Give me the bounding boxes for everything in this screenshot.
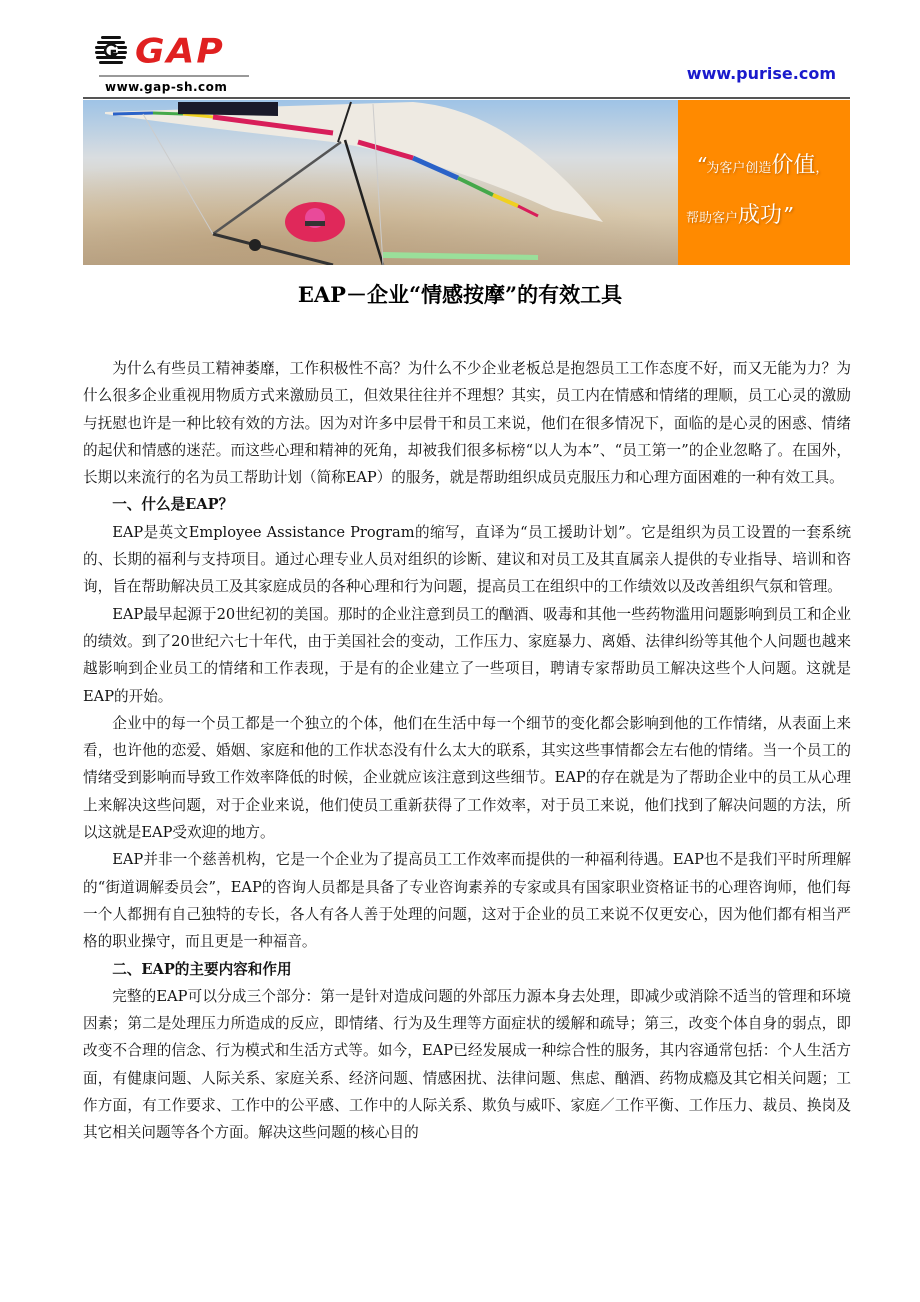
header-divider — [83, 97, 850, 99]
logo-divider — [99, 75, 249, 77]
globe-stripes-icon — [95, 34, 127, 68]
paragraph-individual: 企业中的每一个员工都是一个独立的个体，他们在生活中每一个细节的变化都会影响到他的工作情绪，从表面上来看，也许他的恋爱、婚姻、家庭和他的工作状态没有什么太大的联系，其实这些事情都会左右他的情绪。当一个员工的情绪受到影响而导致工作效率降低的时候，企业就应该注意到这些细节。EAP的存在就是为了帮助企业中的员工从心理上来解决这些问题，对于企业来说，他们使员工重新获得了工作效率，对于员工来说，他们找到了解决问题的方法，所以这就是EAP受欢迎的地方。 — [83, 714, 851, 842]
paragraph-three-parts: 完整的EAP可以分成三个部分：第一是针对造成问题的外部压力源本身去处理，即减少或消除不适当的管理和环境因素；第二是处理压力所造成的反应，即情绪、行为及生理等方面症状的缓解和疏导；第三，改变个体自身的弱点，即改变不合理的信念、行为模式和生活方式等。如今，EAP已经发展成一种综合性的服务，其内容通常包括：个人生活方面，有健康问题、人际关系、家庭关系、经济问题、情感困扰、法律问题、焦虑、酗酒、药物成瘾及其它相关问题；工作方面，有工作要求、工作中的公平感、工作中的人际关系、欺负与威吓、家庭／工作平衡、工作压力、裁员、换岗及其它相关问题等各个方面。解决这些问题的核心目的 — [83, 987, 851, 1142]
hero-banner — [83, 100, 850, 265]
slogan-line-2: 帮助客户成功” — [686, 203, 793, 228]
logo-url-text: www.gap-sh.com — [105, 80, 228, 94]
logo-wordmark: GAP — [135, 32, 225, 71]
slogan-panel — [678, 100, 850, 265]
hang-glider-photo — [83, 100, 678, 265]
hang-glider-illustration — [83, 100, 678, 265]
intro-paragraph: 为什么有些员工精神萎靡，工作积极性不高？为什么不少企业老板总是抱怨员工工作态度不好，而又无能为力？为什么很多企业重视用物质方式来激励员工，但效果往往并不理想？其实，员工内在情感和情绪的理顺，员工心灵的激励与抚慰也许是一种比较有效的方法。因为对许多中层骨干和员工来说，他们在很多情况下，面临的是心灵的困惑、情绪的起伏和情感的迷茫。而这些心理和精神的死角，却被我们很多标榜“以人为本”、“员工第一”的企业忽略了。在国外，长期以来流行的名为员工帮助计划（简称EAP）的服务，就是帮助组织成员克服压力和心理方面困难的一种有效工具。 — [83, 360, 851, 487]
article-body — [83, 355, 851, 1147]
paragraph-not-charity: EAP并非一个慈善机构，它是一个企业为了提高员工工作效率而提供的一种福利待遇。EAP也不是我们平时所理解的“街道调解委员会”，EAP的咨询人员都是具备了专业咨询素养的专家或具有国家职业资格证书的心理咨询师，他们每一个人都拥有自己独特的专长，各人有各人善于处理的问题，这对于企业的员工来说不仅更安心，因为他们都有相当严格的职业操守，而且更是一种福音。 — [83, 851, 851, 951]
section-heading-what-is-eap: 一、什么是EAP？ — [112, 496, 234, 514]
paragraph-definition: EAP是英文Employee Assistance Program的缩写，直译为“员工援助计划”。它是组织为员工设置的一套系统的、长期的福利与支持项目。通过心理专业人员对组织的诊断、建议和对员工及其直属亲人提供的专业指导、培训和咨询，旨在帮助解决员工及其家庭成员的各种心理和行为问题，提高员工在组织中的工作绩效以及改善组织气氛和管理。 — [83, 523, 851, 596]
section-heading-content-and-role: 二、EAP的主要内容和作用 — [112, 960, 292, 978]
gap-logo[interactable] — [91, 28, 241, 94]
page-header — [83, 22, 850, 100]
purise-site-link[interactable]: www.purise.com — [686, 64, 836, 83]
slogan-line-1: “为客户创造价值， — [696, 153, 829, 178]
paragraph-origin: EAP最早起源于20世纪初的美国。那时的企业注意到员工的酗酒、吸毒和其他一些药物滥用问题影响到员工和企业的绩效。到了20世纪六七十年代，由于美国社会的变动，工作压力、家庭暴力、离婚、法律纠纷等其他个人问题也越来越影响到企业员工的情绪和工作表现，于是有的企业建立了一些项目，聘请专家帮助员工解决这些个人问题。这就是EAP的开始。 — [83, 605, 851, 705]
document-title: EAP－企业“情感按摩”的有效工具 — [297, 282, 623, 307]
